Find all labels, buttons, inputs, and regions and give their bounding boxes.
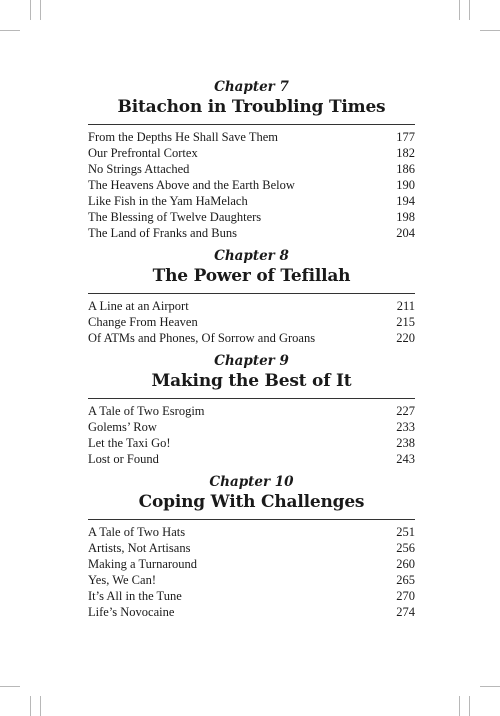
entry-title: The Heavens Above and the Earth Below [88, 178, 295, 192]
divider [88, 293, 415, 294]
toc-entry[interactable] [88, 193, 415, 209]
entry-title: Yes, We Can! [88, 573, 156, 587]
chapter-number: Chapter 7 [214, 79, 289, 95]
chapter-section [88, 473, 415, 620]
toc-entry[interactable] [88, 435, 415, 451]
toc-entry[interactable] [88, 225, 415, 241]
entry-title: The Land of Franks and Buns [88, 226, 237, 240]
entry-title: Golems’ Row [88, 420, 157, 434]
crop-mark [469, 696, 470, 716]
toc-entry[interactable] [88, 161, 415, 177]
entry-page: 198 [396, 210, 415, 224]
entry-title: It’s All in the Tune [88, 589, 182, 603]
entry-page: 238 [396, 436, 415, 450]
divider [88, 398, 415, 399]
crop-mark [30, 696, 31, 716]
divider [88, 519, 415, 520]
crop-mark [0, 686, 20, 687]
toc-entry[interactable] [88, 403, 415, 419]
entry-title: A Tale of Two Hats [88, 525, 186, 539]
entry-page: 220 [396, 331, 415, 345]
toc-entry[interactable] [88, 177, 415, 193]
entry-title: Let the Taxi Go! [88, 436, 171, 450]
crop-mark [40, 696, 41, 716]
toc-entry[interactable] [88, 419, 415, 435]
entry-page: 186 [396, 162, 415, 176]
crop-mark [40, 0, 41, 20]
toc-entry[interactable] [88, 588, 415, 604]
toc-entry[interactable] [88, 129, 415, 145]
entry-title: A Line at an Airport [88, 299, 189, 313]
entry-page: 270 [396, 589, 415, 603]
entry-title: Of ATMs and Phones, Of Sorrow and Groans [88, 331, 316, 345]
crop-mark [459, 696, 460, 716]
entry-page: 190 [396, 178, 415, 192]
chapter-title: Bitachon in Troubling Times [117, 97, 386, 117]
table-of-contents [88, 78, 415, 620]
entry-title: No Strings Attached [88, 162, 190, 176]
entry-title: From the Depths He Shall Save Them [88, 130, 279, 144]
entry-title: Like Fish in the Yam HaMelach [88, 194, 248, 208]
entry-page: 204 [396, 226, 415, 240]
chapter-number: Chapter 8 [214, 248, 289, 264]
entry-page: 251 [396, 525, 415, 539]
entry-page: 215 [396, 315, 415, 329]
entry-page: 182 [396, 146, 415, 160]
chapter-section [88, 352, 415, 467]
entry-title: Life’s Novocaine [88, 605, 175, 619]
entry-title: Artists, Not Artisans [88, 541, 191, 555]
toc-entry[interactable] [88, 298, 415, 314]
entry-page: 211 [396, 299, 415, 313]
entry-page: 274 [396, 605, 415, 619]
toc-entry[interactable] [88, 604, 415, 620]
chapter-number: Chapter 10 [209, 474, 294, 490]
entry-page: 243 [396, 452, 415, 466]
chapter-section [88, 78, 415, 241]
toc-entry[interactable] [88, 314, 415, 330]
toc-entry[interactable] [88, 524, 415, 540]
entry-page: 256 [396, 541, 415, 555]
toc-entry[interactable] [88, 209, 415, 225]
entry-title: Making a Turnaround [88, 557, 198, 571]
toc-entry[interactable] [88, 556, 415, 572]
entry-title: A Tale of Two Esrogim [88, 404, 205, 418]
entry-page: 227 [396, 404, 415, 418]
chapter-section [88, 247, 415, 346]
toc-entry[interactable] [88, 330, 415, 346]
toc-entry[interactable] [88, 572, 415, 588]
chapter-title: The Power of Tefillah [152, 266, 351, 286]
crop-mark [480, 30, 500, 31]
entry-page: 260 [396, 557, 415, 571]
crop-mark [469, 0, 470, 20]
chapter-title: Making the Best of It [151, 371, 352, 391]
toc-entry[interactable] [88, 145, 415, 161]
entry-page: 265 [396, 573, 415, 587]
chapter-title: Coping With Challenges [138, 492, 365, 512]
entry-title: Change From Heaven [88, 315, 198, 329]
entry-page: 177 [396, 130, 415, 144]
chapter-number: Chapter 9 [214, 353, 289, 369]
entry-page: 194 [396, 194, 415, 208]
entry-title: Our Prefrontal Cortex [88, 146, 198, 160]
crop-mark [30, 0, 31, 20]
toc-entry[interactable] [88, 540, 415, 556]
entry-page: 233 [396, 420, 415, 434]
entry-title: The Blessing of Twelve Daughters [88, 210, 262, 224]
crop-mark [459, 0, 460, 20]
toc-entry[interactable] [88, 451, 415, 467]
divider [88, 124, 415, 125]
crop-mark [0, 30, 20, 31]
crop-mark [480, 686, 500, 687]
entry-title: Lost or Found [88, 452, 159, 466]
